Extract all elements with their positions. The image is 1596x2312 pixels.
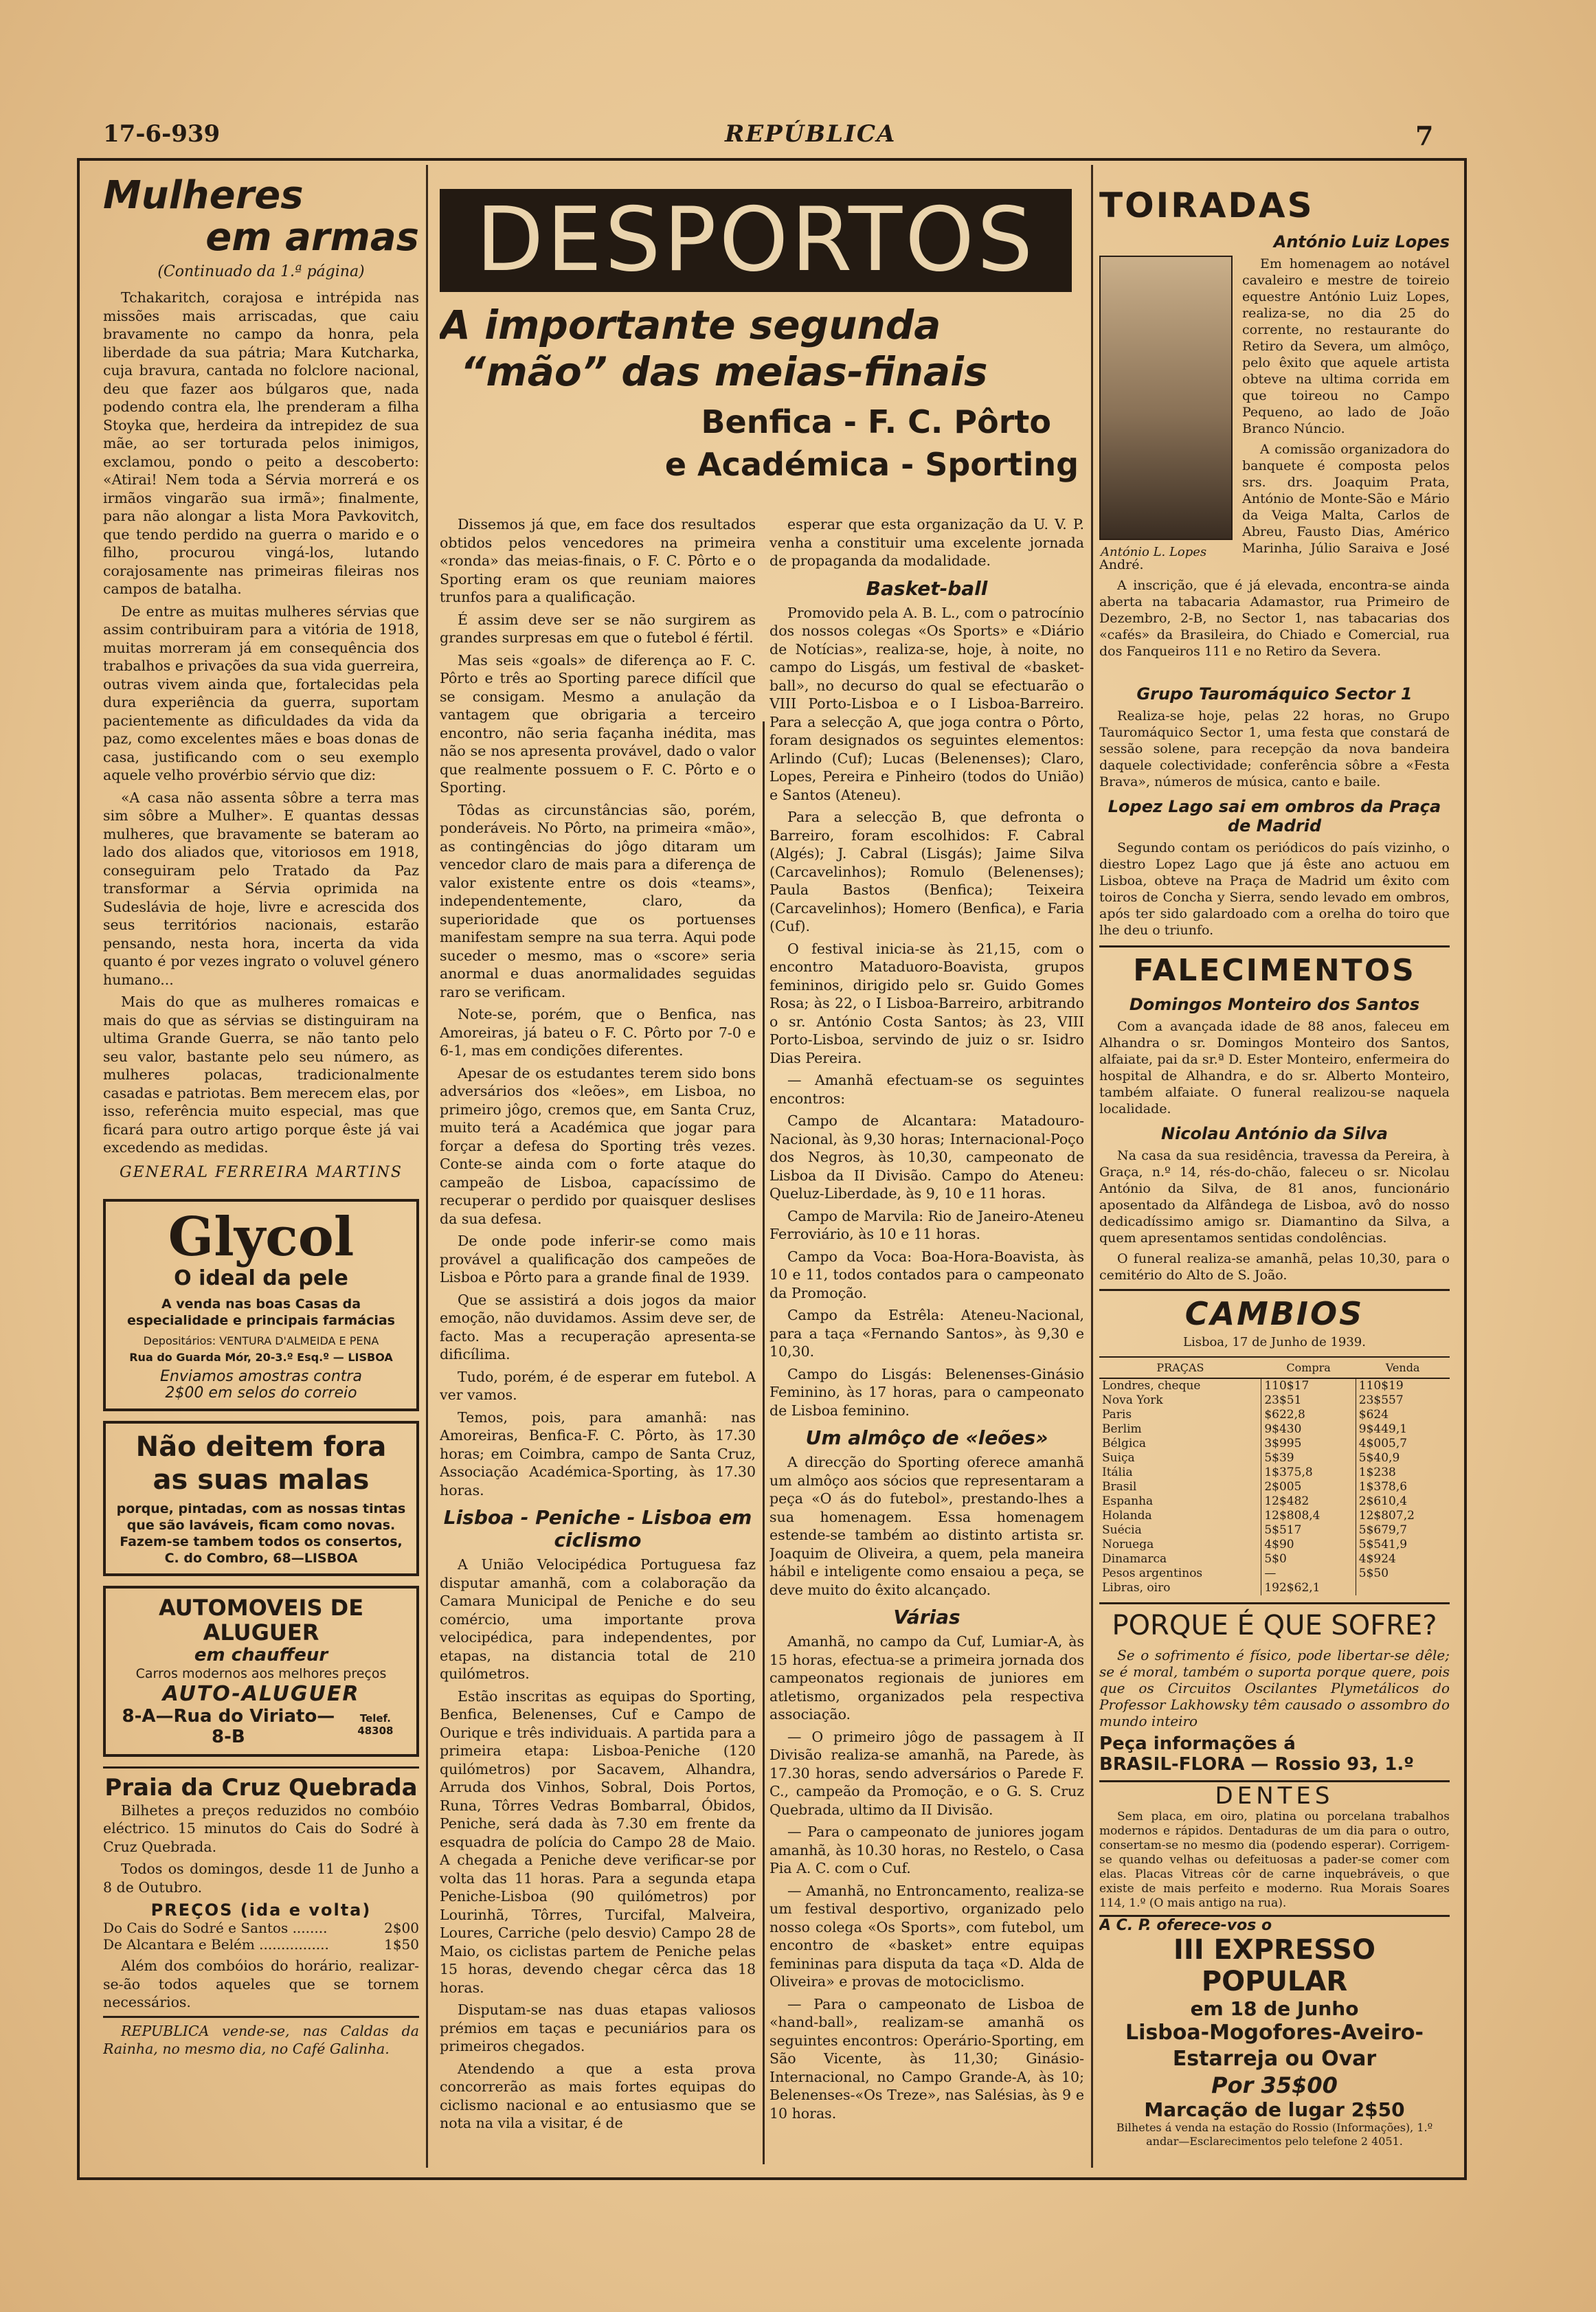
article-paragraph: — Para o campeonato de Lisboa de «hand-ball», realizam-se amanhã os seguintes encontros: Operário-Sporting, em São Vicente, às 11,30; Ginásio-Internacional, no Campo Grande-A, às 10; Belenenses-«Os Treze», nas Salésias, às 9 e 10 horas.: [769, 1995, 1084, 2122]
rate-sell: 9$449,1: [1356, 1422, 1450, 1437]
article-paragraph: Com a avançada idade de 88 anos, faleceu em Alhandra o sr. Domingos Monteiro dos Santos, alfaiate, pai da sr.ª D. Ester Monteiro, enfermeira do hospital de Alhandra, e do sr. Alberto Monteiro, também alfaiate. O funeral realizou-se naquela localidade.: [1099, 1019, 1450, 1116]
article-paragraph: Que se assistirá a dois jogos da maior emoção, não duvidamos. Assim deve ser, de facto. Mas a recuperação apresenta-se dificílima.: [440, 1291, 756, 1362]
divider: [1099, 945, 1450, 947]
ad-title: DENTES: [1215, 1782, 1334, 1810]
ad-text: A C. P. oferece-vos o: [1099, 1917, 1272, 1934]
rate-place: Bélgica: [1102, 1437, 1146, 1450]
rate-place: Pesos argentinos: [1102, 1567, 1203, 1580]
article-paragraph: Mais do que as mulheres romaicas e mais do que as sérvias se distinguiram na ultima Grande Guerra, se não tanto pelo seu valor, bastante pelo seu número, as mulheres polacas, tradicionalmente casadas e patriotas. Bem merecem elas, por isso, referência muito especial, mas que ficará para outro artigo porque êste já vai excedendo as medidas.: [103, 994, 419, 1156]
article-paragraph: Tchakaritch, corajosa e intrépida nas missões mais arriscadas, que caiu bravamente no campo da honra, pela liberdade da sua pátria; Mara Kutcharka, cuja bravura, cantada no folclore nacional, deu que fazer aos búlgaros que, nada podendo contra ela, lhe prenderam a filha Stoyka que, herdeira da intrepidez de sua mãe, ao ser torturada pelos inimigos, exclamou, pondo o peito a descoberto: «Atirai! Nem toda a Sérvia morrerá e os irmãos vingarão sua irmã»; finalmente, para não alongar a lista Mora Pavkovitch, que tendo perdido na guerra o marido e o filho, procurou vingá-los, lutando corajosamente nas primeiras fileiras nos campos de batalha.: [103, 289, 419, 597]
rate-row: [1099, 1422, 1450, 1437]
sports-left-column: [440, 515, 756, 2164]
column-rule: [1091, 165, 1093, 2168]
portrait-photo: [1099, 256, 1233, 559]
article-paragraph: Campo do Lisgás: Belenenses-Ginásio Feminino, às 17 horas, para o campeonato de Lisboa feminino.: [769, 1365, 1084, 1419]
cambios-date: Lisboa, 17 de Junho de 1939.: [1183, 1335, 1366, 1349]
ad-title: PORQUE É QUE SOFRE?: [1112, 1610, 1437, 1641]
column-header: PRAÇAS: [1099, 1357, 1261, 1378]
prices-title: PREÇOS (ida e volta): [150, 1900, 372, 1920]
article-paragraph: Temos, pois, para amanhã: nas Amoreiras, Benfica-F. C. Pôrto, às 17.30 horas; em Coimbra, campo de Santa Cruz, Associação Académica-Sporting, às 17.30 horas.: [440, 1408, 756, 1499]
ad-text: Carros modernos aos melhores preços: [135, 1665, 387, 1681]
article-paragraph: Tôdas as circunstâncias são, porém, ponderáveis. No Pôrto, na primeira «mão», as contingências do jôgo ditaram um vencedor claro de mais para a diferença de valor existente entre os dois «teams», independentemente, claro, da superioridade que os portuenses manifestam sempre na sua terra. Aqui pode suceder o mesmo, mas o «score» seria anormal e duas anormalidades seguidas raro se verificam.: [440, 801, 756, 1000]
auto-aluguer-ad: [103, 1586, 419, 1757]
article-paragraph: — Para o campeonato de juniores jogam amanhã, às 10.30 horas, no Restelo, o Casa Pia A. C. com o Cuf.: [769, 1823, 1084, 1876]
rate-place: Suiça: [1102, 1451, 1135, 1465]
ad-text: Bilhetes á venda na estação do Rossio (Informações), 1.º andar—Esclarecimentos pelo telefone 2 4051.: [1116, 2121, 1433, 2148]
ad-text: Sem placa, em oiro, platina ou porcelana trabalhos modernos e rápidos. Dentaduras de um dia para o outro, consertam-se no mesmo dia (podendo esperar). Corrigem-se quando velhas ou defeituosas a pader-se comer com elas. Placas Vitreas côr de carne inquebráveis, o que existe de mais perfeito e moderno. Rua Morais Soares 114, 1.º (O mais antigo na rua).: [1099, 1810, 1450, 1910]
rate-buy: 23$51: [1261, 1393, 1356, 1408]
ad-title: III EXPRESSO POPULAR: [1173, 1934, 1375, 1997]
ad-text: em 18 de Junho: [1190, 1997, 1359, 2020]
article-paragraph: Em homenagem ao notável cavaleiro e mestre de toireio equestre António Luiz Lopes, realiza-se, no dia 25 do corrente, no restaurante do Retiro da Severa, um almôço, pelo êxito que aquele artista obteve na ultima corrida em que toireou no Campo Pequeno, ao lado de João Branco Núncio.: [1242, 256, 1450, 436]
rate-buy: 9$430: [1261, 1422, 1356, 1437]
article-paragraph: Mas seis «goals» de diferença ao F. C. Pôrto e três ao Sporting parece difícil que se consigam. Mesmo a anulação da vantagem que obrigaria a terceiro encontro, não seria façanha inédita, mas não se nos apresenta provável, dado o valor que realmente possuem o F. C. Pôrto e o Sporting.: [440, 651, 756, 796]
tagline: O ideal da pele: [174, 1266, 348, 1290]
ad-text: Enviamos amostras contra: [160, 1367, 362, 1385]
rate-sell: 5$541,9: [1356, 1538, 1450, 1552]
praia-title: Praia da Cruz Quebrada: [104, 1773, 418, 1802]
article-paragraph: Atendendo a que a esta prova concorrerão as mais fortes equipas do ciclismo nacional e ao entusiasmo que se nota na vila a visitar, é de: [440, 2060, 756, 2131]
ad-title: Não deitem fora as suas malas: [135, 1430, 387, 1496]
praia-section: [103, 1766, 419, 2012]
headline: em armas: [205, 215, 419, 260]
rate-sell: 110$19: [1356, 1378, 1450, 1393]
brand-name: Glycol: [168, 1205, 355, 1268]
article-paragraph: Campo da Voca: Boa-Hora-Boavista, às 10 e 11, todos contados para o campeonato da Promoção.: [769, 1248, 1084, 1301]
header-page-number: 7: [1415, 120, 1434, 151]
rate-row: [1099, 1437, 1450, 1451]
article-paragraph: — Amanhã, no Entroncamento, realiza-se um festival desportivo, organizado pelo nosso colega «Os Sports», com futebol, um encontro de «basket» entre equipas femininas para disputa da taça «D. Alda de Oliveira» e provas de motociclismo.: [769, 1882, 1084, 1990]
price-route: Do Cais do Sodré e Santos ........: [103, 1920, 328, 1936]
grupo-title: Grupo Tauromáquico Sector 1: [1136, 684, 1413, 704]
column-rule: [763, 721, 765, 2164]
price-value: 1$50: [384, 1936, 419, 1953]
rate-buy: $622,8: [1261, 1408, 1356, 1422]
rate-sell: 4$924: [1356, 1552, 1450, 1567]
rate-buy: 4$90: [1261, 1538, 1356, 1552]
porque-ad: [1099, 1610, 1450, 1775]
article-paragraph: A direcção do Sporting oferece amanhã um almôço aos sócios que representaram a peça «O ás do futebol», prestando-lhes a sua homenagem. Essa homenagem estende-se também ao distinto artista sr. Joaquim de Oliveira, a quem, pela maneira hábil e inteligente como ensaiou a peça, se deve muito do êxito alcançado.: [769, 1454, 1084, 1598]
article-paragraph: Na casa da sua residência, travessa da Pereira, à Graça, n.º 14, rés-do-chão, faleceu o sr. Nicolau António da Silva, de 81 anos, funcionário aposentado da Alfândega de Lisboa, avô do nosso dedicadíssimo amigo sr. Diamantino da Silva, a quem apresentamos sentidas condolências.: [1099, 1148, 1450, 1246]
praia-text: Além dos combóios do horário, realizar-se-ão todos aqueles que se tornem necessários.: [103, 1957, 419, 2010]
price-value: 2$00: [384, 1920, 419, 1936]
article-paragraph: Segundo contam os periódicos do país vizinho, o diestro Lopez Lago que já êste ano actuou em Lisboa, obteve na Praça de Madrid um êxito com toiros de Concha y Sierra, sendo levado em ombros, após ter sido galardoado com a orelha do toiro que lhe deu o triunfo.: [1099, 840, 1450, 938]
nicolau-title: Nicolau António da Silva: [1161, 1124, 1388, 1143]
rate-sell: 23$557: [1356, 1393, 1450, 1408]
header-date: 17-6-939: [103, 120, 221, 148]
ad-name: AUTO-ALUGUER: [162, 1681, 360, 1706]
ad-text: porque, pintadas, com as nossas tintas que são laváveis, ficam como novas.: [116, 1501, 406, 1533]
article-paragraph: Promovido pela A. B. L., com o patrocínio dos nossos colegas «Os Sports» e «Diário de Notícias», realiza-se, hoje, à noite, no campo do Lisgás, um festival de «basket-ball», no decurso do qual se efectuarão o VIII Porto-Lisboa e o I Lisboa-Barreiro. Para a selecção A, que joga contra o Pôrto, foram designados os seguintes elementos: Arlindo (Cuf); Lucas (Belenenses); Claro, Lopes, Pereira e Pinheiro (todos do União) e Santos (Ateneu).: [769, 604, 1084, 803]
exchange-rates-table: [1099, 1356, 1450, 1595]
sports-headline: A importante segunda: [440, 302, 941, 348]
rate-place: Nova York: [1102, 1393, 1163, 1407]
ad-text: Marcação de lugar 2$50: [1144, 2098, 1405, 2121]
article-paragraph: Disputam-se nas duas etapas valiosos prémios em taças e pecuniários para os primeiros chegados.: [440, 2001, 756, 2054]
rate-sell: 5$50: [1356, 1567, 1450, 1581]
rate-sell: 2$610,4: [1356, 1494, 1450, 1509]
ad-text: 2$00 em selos do correio: [165, 1384, 357, 1402]
article-paragraph: Campo de Marvila: Rio de Janeiro-Ateneu Ferroviário, às 10 e 11 horas.: [769, 1207, 1084, 1242]
rate-place: Paris: [1102, 1408, 1132, 1422]
footer-text: REPUBLICA vende-se, nas Caldas da Rainha, no mesmo dia, no Café Galinha.: [103, 2022, 419, 2057]
headline: Mulheres: [103, 175, 304, 218]
rate-place: Brasil: [1102, 1480, 1137, 1494]
lago-title: Lopez Lago sai em ombros da Praça de Madrid: [1108, 797, 1441, 835]
article-paragraph: De entre as muitas mulheres sérvias que assim contribuiram para a vitória de 1918, muitas morreram já em consequência dos trabalhos e privações da sua vida guerreira, outras vivem ainda que, fortalecidas pela dura experiência da guerra, suportam pacientemente as dificuldades da vida da paz, como excelentes mães e boas donas de casa, justificando com o seu exemplo aquele velho provérbio sérvio que diz:: [103, 603, 419, 783]
cycling-title: Lisboa - Peniche - Lisboa em ciclismo: [443, 1506, 752, 1551]
ad-text: Peça informações á: [1099, 1733, 1296, 1754]
praia-text: Bilhetes a preços reduzidos no combóio eléctrico. 15 minutos do Cais do Sodré à Cruz Quebrada.: [103, 1802, 419, 1855]
column-header: Compra: [1261, 1357, 1356, 1378]
divider: [1099, 1289, 1450, 1291]
author-signature: GENERAL FERREIRA MARTINS: [120, 1163, 403, 1181]
article-paragraph: Realiza-se hoje, pelas 22 horas, no Grupo Tauromáquico Sector 1, uma festa que constará de sessão solene, para recepção da nova bandeira daquele colectividade; conferência sôbre a «Festa Brava», números de música, canto e baile.: [1099, 708, 1450, 789]
price-row: [103, 1936, 419, 1953]
article-paragraph: Estão inscritas as equipas do Sporting, Benfica, Belenenses, Cuf e Campo de Ourique e três individuais. A partida para a primeira etapa: Lisboa-Peniche (120 quilómetros) por Sacavem, Alhandra, Arruda dos Vinhos, Sobral, Dois Portos, Runa, Tôrres Vedras Bombarral, Óbidos, Peniche, será dada às 7.30 em frente da esquadra de polícia do Campo 28 de Maio. A chegada a Peniche deve verificar-se por volta das 11 horas. Para a segunda etapa Peniche-Lisboa (90 quilómetros) por Lourinhã, Tôrres, Turcifal, Malveira, Loures, Carriche (pelo desvio) Campo 28 de Maio, os ciclistas partem de Peniche pelas 15 horas, devendo chegar cêrca das 18 horas.: [440, 1687, 756, 1996]
rate-place: Itália: [1102, 1466, 1133, 1479]
article-paragraph: — O primeiro jôgo de passagem à II Divisão realiza-se amanhã, na Parede, às 17.30 horas, sendo adversários o Parede F. C., campeão da Promoção, e o G. S. Cruz Quebrada, ultimo da II Divisão.: [769, 1728, 1084, 1818]
price-row: [103, 1920, 419, 1936]
rate-buy: 110$17: [1261, 1378, 1356, 1393]
article-paragraph: Para a selecção B, que defronta o Barreiro, foram escolhidos: F. Cabral (Algés); J. Cabral (Lisgás); Jaime Silva (Carcavelinhos); Romulo (Belenenses); Paula Bastos (Benfica); Teixeira (Carcavelinhos); Homero (Benfica), e Faria (Cuf).: [769, 809, 1084, 934]
rate-sell: 5$40,9: [1356, 1451, 1450, 1466]
ad-text: A venda nas boas Casas da especialidade e principais farmácias: [127, 1296, 395, 1328]
footer-note: [103, 2016, 419, 2058]
rate-row: [1099, 1451, 1450, 1466]
lopes-title: António Luiz Lopes: [1273, 232, 1450, 251]
divider: [1099, 1602, 1450, 1604]
ad-text: Rua do Guarda Mór, 20-3.º Esq.º — LISBOA: [129, 1350, 393, 1364]
rate-place: Espanha: [1102, 1494, 1154, 1508]
rate-row: [1099, 1538, 1450, 1552]
cambios-title: CAMBIOS: [1184, 1295, 1364, 1332]
article-paragraph: O festival inicia-se às 21,15, com o encontro Mataduoro-Boavista, grupos femininos, dirigido pelo sr. Guido Gomes Rosa; às 22, o I Lisboa-Barreiro, arbitrando o sr. António Costa Santos; às 23, VIII Porto-Lisboa, servindo de juiz o sr. Isidro Dias Pereira.: [769, 940, 1084, 1066]
article-paragraph: A inscrição, que é já elevada, encontra-se ainda aberta na tabacaria Adamastor, rua Primeiro de Dezembro, 2-B, no Sector 1, nas tabacarias dos «cafés» da Brasileira, do Chiado e Comercial, rua dos Fanqueiros 111 e no Retiro da Severa.: [1099, 578, 1450, 659]
rate-place: Noruega: [1102, 1538, 1154, 1551]
sports-headline: “mão” das meias-finais: [460, 348, 988, 395]
rate-place: Holanda: [1102, 1509, 1152, 1523]
ad-phone: Telef. 48308: [357, 1711, 394, 1737]
article-paragraph: Tudo, porém, é de esperar em futebol. A ver vamos.: [440, 1368, 756, 1403]
header-title: REPÚBLICA: [725, 120, 897, 148]
glycol-ad: [103, 1199, 419, 1411]
expresso-ad: [1099, 1917, 1450, 2148]
article-paragraph: — Amanhã efectuam-se os seguintes encontros:: [769, 1072, 1084, 1107]
rate-row: [1099, 1466, 1450, 1480]
section-banner: DESPORTOS: [440, 189, 1072, 292]
rate-row: [1099, 1480, 1450, 1494]
article-paragraph: Apesar de os estudantes terem sido bons adversários dos «leões», em Lisboa, no primeiro jôgo, cremos que, em Santa Cruz, muito terá a Académica que jogar para forçar a defesa do Sporting três vezes. Conte-se ainda com o forte ataque do campeão de Lisboa, capacíssimo de recuperar o perdido por quaisquer deslises da sua defesa.: [440, 1064, 756, 1227]
rate-row: [1099, 1393, 1450, 1408]
rate-buy: —: [1261, 1567, 1356, 1581]
rate-place: Londres, cheque: [1102, 1379, 1201, 1393]
ad-subtitle: em chauffeur: [194, 1644, 328, 1665]
article-paragraph: Campo de Alcantara: Matadouro-Nacional, às 9,30 horas; Internacional-Poço dos Negros, às 10,30, campeonato de Lisboa da II Divisão. Campo do Ateneu: Queluz-Liberdade, às 9, 10 e 11 horas.: [769, 1112, 1084, 1202]
left-column: [103, 175, 419, 2164]
article-paragraph: esperar que esta organização da U. V. P. venha a constituir uma excelente jornada de propaganda da modalidade.: [769, 516, 1084, 569]
column-rule: [426, 165, 428, 2168]
rate-buy: 5$0: [1261, 1552, 1356, 1567]
ad-title: AUTOMOVEIS DE ALUGUER: [158, 1594, 364, 1646]
article-paragraph: «A casa não assenta sôbre a terra mas sim sôbre a Mulher». E quantas dessas mulheres, que bravamente se bateram ao lado dos aliados que, vitoriosos em 1918, conseguiram pelo Tratado da Paz transformar a Sérvia oprimida na Sudeslávia de hoje, livre e acrescida dos seus territórios nacionais, estarão pensando, nesta hora, incerta da vida quanto é por vezes ingrato o voluvel género humano...: [103, 789, 419, 988]
rate-sell: 4$005,7: [1356, 1437, 1450, 1451]
article-paragraph: O funeral realiza-se amanhã, pelas 10,30, para o cemitério do Alto de S. João.: [1099, 1251, 1450, 1283]
rate-place: Suécia: [1102, 1523, 1142, 1537]
rate-sell: 1$238: [1356, 1466, 1450, 1480]
rate-row: [1099, 1567, 1450, 1581]
rate-place: Dinamarca: [1102, 1552, 1167, 1566]
rate-buy: 5$39: [1261, 1451, 1356, 1466]
rate-sell: 5$679,7: [1356, 1523, 1450, 1538]
rate-sell: [1356, 1581, 1450, 1595]
rate-row: [1099, 1552, 1450, 1567]
rate-row: [1099, 1494, 1450, 1509]
rate-sell: 12$807,2: [1356, 1509, 1450, 1523]
article-paragraph: Note-se, porém, que o Benfica, nas Amoreiras, já bateu o F. C. Pôrto por 7-0 e 6-1, mas em condições diferentes.: [440, 1006, 756, 1059]
ad-text: Depositários: VENTURA D'ALMEIDA E PENA: [143, 1334, 379, 1347]
rate-row: [1099, 1509, 1450, 1523]
falecimentos-title: FALECIMENTOS: [1133, 953, 1416, 988]
dentes-ad: [1099, 1782, 1450, 1911]
ad-text: Lisboa-Mogofores-Aveiro-Estarreja ou Ovar: [1125, 2021, 1424, 2071]
sports-subhead: Benfica - F. C. Pôrto: [701, 403, 1051, 440]
rate-row: [1099, 1581, 1450, 1595]
article-paragraph: A União Velocipédica Portuguesa faz disputar amanhã, com a colaboração da Camara Municipal de Peniche e do seu comércio, uma importante prova velocipédica, para independentes, por etapas, na distancia total de 210 quilómetros.: [440, 1556, 756, 1682]
praia-text: Todos os domingos, desde 11 de Junho a 8 de Outubro.: [103, 1861, 419, 1896]
article-paragraph: Amanhã, no campo da Cuf, Lumiar-A, às 15 horas, efectua-se a primeira jornada dos campeonatos regionais de juniores em atletismo, organizados pela respectiva associação.: [769, 1633, 1084, 1722]
rate-buy: 2$005: [1261, 1480, 1356, 1494]
lunch-title: Um almôço de «leões»: [805, 1426, 1048, 1449]
article-paragraph: Dissemos já que, em face dos resultados obtidos pelos vencedores na primeira «ronda» das meias-finais, o F. C. Pôrto e o Sporting eram os que reuniam maiores trunfos para a qualificação.: [440, 516, 756, 605]
rate-place: Berlim: [1102, 1422, 1142, 1436]
basket-title: Basket-ball: [866, 576, 988, 600]
sports-right-column: [769, 515, 1084, 2164]
rate-buy: 1$375,8: [1261, 1466, 1356, 1480]
rate-buy: 192$62,1: [1261, 1581, 1356, 1595]
rate-buy: 3$995: [1261, 1437, 1356, 1451]
article-paragraph: De onde pode inferir-se como mais provável a qualificação dos campeões de Lisboa e Pôrto para a grande final de 1939.: [440, 1233, 756, 1286]
ad-text: Se o sofrimento é físico, pode libertar-se dêle; se é moral, também o suporta porque quere, pois que os Circuitos Oscilantes Plymetálicos do Professor Lakhowsky têm causado o assombro do mundo inteiro: [1099, 1647, 1450, 1729]
malas-ad: [103, 1421, 419, 1576]
column-header: Venda: [1356, 1357, 1450, 1378]
sports-subhead: e Académica - Sporting: [664, 446, 1079, 483]
price-route: De Alcantara e Belém ................: [103, 1936, 329, 1953]
rate-place: Libras, oiro: [1102, 1581, 1171, 1595]
rate-row: [1099, 1408, 1450, 1422]
ad-address: 8-A—Rua do Viriato—8-B: [122, 1705, 335, 1747]
rate-sell: $624: [1356, 1408, 1450, 1422]
rate-sell: 1$378,6: [1356, 1480, 1450, 1494]
ad-text: Fazem-se tambem todos os consertos,: [120, 1534, 403, 1549]
article-paragraph: É assim deve ser se não surgirem as grandes surpresas em que o futebol é fértil.: [440, 611, 756, 646]
rate-buy: 12$482: [1261, 1494, 1356, 1509]
continued-note: (Continuado da 1.ª página): [157, 263, 365, 280]
varias-title: Várias: [893, 1606, 960, 1628]
right-column: [1099, 186, 1450, 2164]
ad-text: C. do Combro, 68—LISBOA: [164, 1550, 358, 1566]
photo-caption: António L. Lopes: [1101, 545, 1207, 559]
domingos-title: Domingos Monteiro dos Santos: [1129, 995, 1420, 1014]
rate-row: [1099, 1523, 1450, 1538]
rate-buy: 5$517: [1261, 1523, 1356, 1538]
ad-text: BRASIL-FLORA — Rossio 93, 1.º: [1099, 1754, 1414, 1775]
article-paragraph: Campo da Estrêla: Ateneu-Nacional, para a taça «Fernando Santos», às 9,30 e 10,30.: [769, 1307, 1084, 1360]
article-paragraph: A comissão organizadora do banquete é composta pelos srs. drs. Joaquim Prata, António de Monte-São e Mário da Veiga Malta, Carlos de Abreu, Fausto Dias, Américo Marinha, Júlio Saraiva e José André.: [1099, 442, 1450, 572]
rate-row: [1099, 1378, 1450, 1393]
ad-text: Por 35$00: [1211, 2072, 1338, 2098]
rate-buy: 12$808,4: [1261, 1509, 1356, 1523]
toiradas-title: TOIRADAS: [1099, 186, 1314, 225]
